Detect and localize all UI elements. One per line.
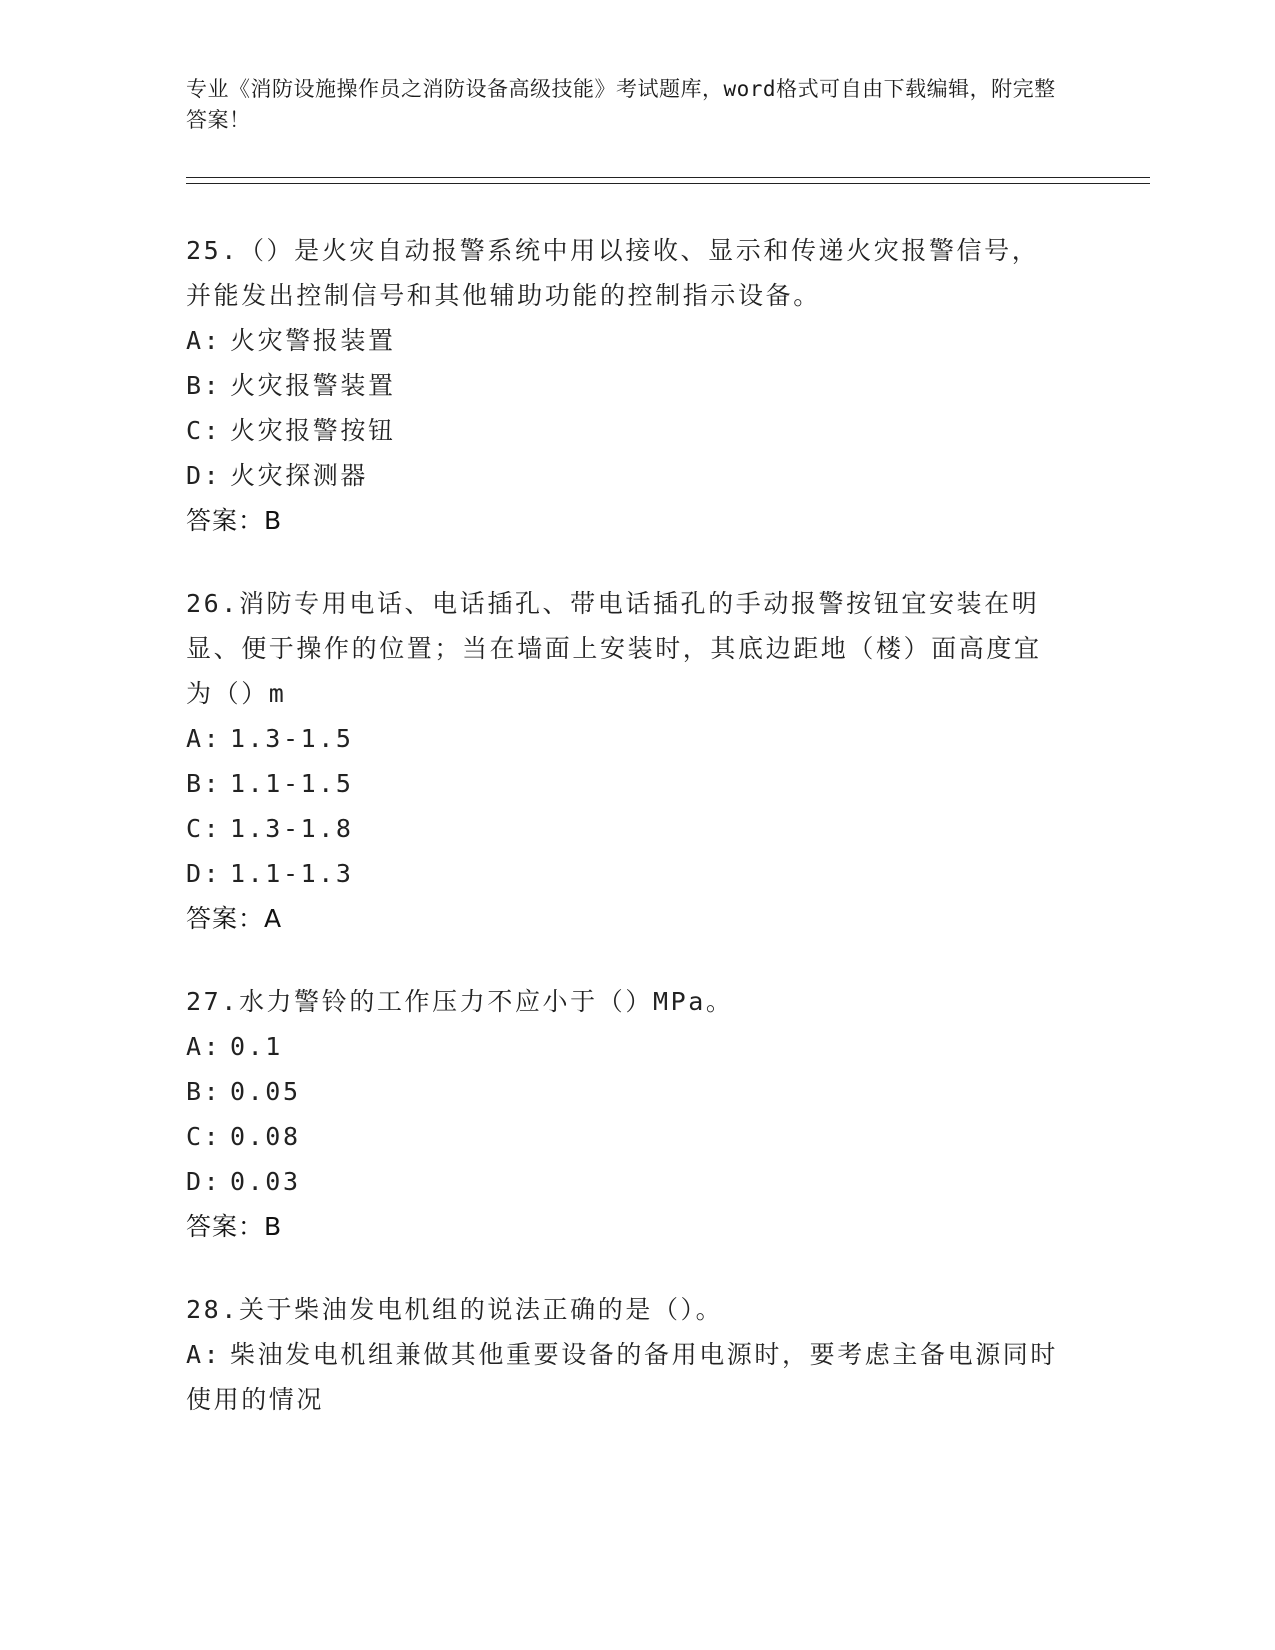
- question-text: 27.水力警铃的工作压力不应小于（）MPa。: [186, 987, 734, 1016]
- option-a: [186, 1024, 1066, 1069]
- option-text: 柴油发电机组兼做其他重要设备的备用电源时，要考虑主备电源同时使用的情况: [186, 1340, 1059, 1414]
- answer-line: 答案：B: [186, 506, 283, 535]
- option-letter: A:: [186, 1340, 222, 1369]
- option-letter: D:: [186, 859, 222, 888]
- option-text: 1.1-1.5: [230, 769, 354, 798]
- option-text: 火灾报警按钮: [230, 416, 396, 445]
- option-c: [186, 1114, 1066, 1159]
- option-letter: B:: [186, 371, 222, 400]
- option-d: [186, 453, 1066, 498]
- option-text: 火灾警报装置: [230, 326, 396, 355]
- option-text: 1.3-1.8: [230, 814, 354, 843]
- question-text: 25.（）是火灾自动报警系统中用以接收、显示和传递火灾报警信号，并能发出控制信号和其他辅助功能的控制指示设备。: [186, 236, 1040, 310]
- header-divider-top: [186, 177, 1150, 178]
- option-a: [186, 1332, 1066, 1422]
- option-letter: B:: [186, 1077, 222, 1106]
- option-a: [186, 716, 1066, 761]
- header-divider-bottom: [186, 183, 1150, 184]
- answer-line: 答案：B: [186, 1212, 283, 1241]
- option-text: 0.05: [230, 1077, 301, 1106]
- document-header: [186, 74, 1066, 136]
- question-27: [186, 979, 1066, 1249]
- question-26: [186, 581, 1066, 941]
- option-letter: A:: [186, 1032, 222, 1061]
- option-text: 0.1: [230, 1032, 283, 1061]
- option-text: 0.08: [230, 1122, 301, 1151]
- option-c: [186, 408, 1066, 453]
- header-intro-text: 专业《消防设施操作员之消防设备高级技能》考试题库，word格式可自由下载编辑，附完整答案！: [186, 77, 1056, 132]
- answer-line: 答案：A: [186, 904, 283, 933]
- option-d: [186, 851, 1066, 896]
- question-25: [186, 228, 1066, 543]
- option-letter: C:: [186, 814, 222, 843]
- option-letter: A:: [186, 326, 222, 355]
- option-letter: B:: [186, 769, 222, 798]
- option-a: [186, 318, 1066, 363]
- option-letter: D:: [186, 461, 222, 490]
- option-text: 火灾探测器: [230, 461, 369, 490]
- option-text: 火灾报警装置: [230, 371, 396, 400]
- question-text: 26.消防专用电话、电话插孔、带电话插孔的手动报警按钮宜安装在明显、便于操作的位置；当在墙面上安装时，其底边距地（楼）面高度宜为（）m: [186, 589, 1042, 708]
- option-b: [186, 1069, 1066, 1114]
- option-c: [186, 806, 1066, 851]
- option-text: 1.1-1.3: [230, 859, 354, 888]
- option-text: 0.03: [230, 1167, 301, 1196]
- option-letter: A:: [186, 724, 222, 753]
- question-text: 28.关于柴油发电机组的说法正确的是（）。: [186, 1295, 724, 1324]
- option-letter: D:: [186, 1167, 222, 1196]
- question-28: [186, 1287, 1066, 1422]
- option-b: [186, 363, 1066, 408]
- option-b: [186, 761, 1066, 806]
- question-list: [186, 228, 1066, 1460]
- option-d: [186, 1159, 1066, 1204]
- option-letter: C:: [186, 416, 222, 445]
- option-letter: C:: [186, 1122, 222, 1151]
- option-text: 1.3-1.5: [230, 724, 354, 753]
